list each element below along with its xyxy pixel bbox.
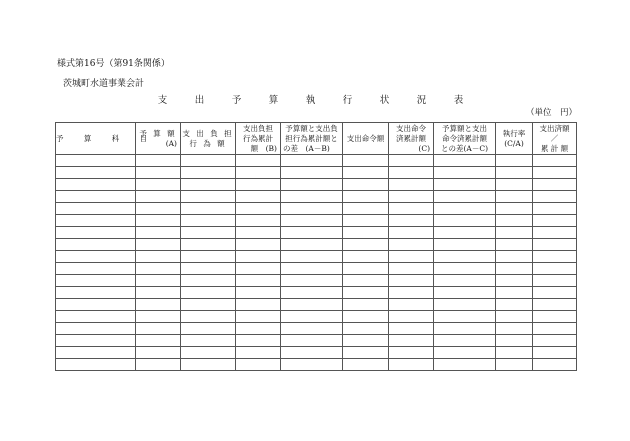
table-cell[interactable] [181,179,236,191]
table-cell[interactable] [236,215,281,227]
header-sub: (A) [165,138,177,148]
table-row [56,179,577,191]
table-cell[interactable] [533,179,577,191]
table-cell[interactable] [496,287,533,299]
table-cell[interactable] [434,167,496,179]
table-cell[interactable] [281,191,343,203]
table-cell[interactable] [496,179,533,191]
table-row [56,167,577,179]
table-cell[interactable] [136,335,181,347]
table-cell[interactable] [343,359,389,371]
table-cell[interactable] [181,311,236,323]
table-cell[interactable] [533,323,577,335]
table-cell[interactable] [389,347,434,359]
table-cell[interactable] [56,311,136,323]
table-cell[interactable] [56,275,136,287]
table-cell[interactable] [343,239,389,251]
table-cell[interactable] [281,227,343,239]
table-cell[interactable] [236,359,281,371]
page-title: 支 出 予 算 執 行 状 況 表 [157,95,473,106]
table-cell[interactable] [56,347,136,359]
table-cell[interactable] [533,239,577,251]
table-cell[interactable] [496,347,533,359]
table-cell[interactable] [389,239,434,251]
table-cell[interactable] [496,359,533,371]
header-line: 支出負担 [243,123,273,133]
table-cell[interactable] [136,191,181,203]
table-cell[interactable] [496,191,533,203]
table-cell[interactable] [434,323,496,335]
table-cell[interactable] [281,155,343,167]
table-cell[interactable] [181,203,236,215]
table-cell[interactable] [56,179,136,191]
table-cell[interactable] [56,359,136,371]
table-cell[interactable] [236,203,281,215]
header-line: 行為累計 [243,133,273,143]
header-line: 支 出 負 担 [182,128,234,138]
header-line: 支出済額 [539,123,570,133]
header-sub: 累 計 額 [540,143,569,153]
table-cell[interactable] [533,215,577,227]
header-line: 支出命令 [396,123,426,133]
table-cell[interactable] [236,251,281,263]
table-cell[interactable] [181,263,236,275]
account-name: 茨城町水道事業会計 [63,79,145,89]
table-cell[interactable] [136,287,181,299]
header-sub: の差 (A－B) [283,143,330,153]
table-cell[interactable] [533,275,577,287]
table-cell[interactable] [389,323,434,335]
header-execution-rate [496,123,533,155]
table-cell[interactable] [136,359,181,371]
header-line: 予算額と支出 [442,123,487,133]
table-cell[interactable] [343,275,389,287]
table-cell[interactable] [496,299,533,311]
table-cell[interactable] [136,227,181,239]
header-line: 担行為累計額と [285,133,338,143]
table-cell[interactable] [533,251,577,263]
table-cell[interactable] [343,227,389,239]
table-cell[interactable] [389,335,434,347]
table-cell[interactable] [434,203,496,215]
header-line: 命令済累計額 [442,133,487,143]
table-cell[interactable] [56,323,136,335]
table-cell[interactable] [136,239,181,251]
table-cell[interactable] [389,191,434,203]
table-cell[interactable] [281,167,343,179]
table-cell[interactable] [281,239,343,251]
table-cell[interactable] [434,179,496,191]
table-cell[interactable] [281,347,343,359]
table-cell[interactable] [389,167,434,179]
table-row [56,275,577,287]
table-cell[interactable] [281,179,343,191]
table-cell[interactable] [236,239,281,251]
table-cell[interactable] [434,299,496,311]
table-cell[interactable] [389,203,434,215]
header-sub: との差(A－C) [440,143,488,153]
header-line: 行 為 額 [189,138,227,148]
table-cell[interactable] [389,263,434,275]
table-cell[interactable] [389,275,434,287]
table-cell[interactable] [434,191,496,203]
table-row [56,335,577,347]
table-cell[interactable] [56,167,136,179]
table-row [56,263,577,275]
table-cell[interactable] [434,155,496,167]
table-cell[interactable] [136,323,181,335]
table-cell[interactable] [343,287,389,299]
table-cell[interactable] [236,227,281,239]
table-cell[interactable] [389,287,434,299]
table-cell[interactable] [136,179,181,191]
table-row [56,155,577,167]
table-row [56,251,577,263]
table-cell[interactable] [343,347,389,359]
table-cell[interactable] [236,299,281,311]
table-cell[interactable] [236,287,281,299]
table-cell[interactable] [136,167,181,179]
table-cell[interactable] [343,179,389,191]
table-cell[interactable] [434,311,496,323]
header-sub: (C) [418,143,430,153]
table-cell[interactable] [136,251,181,263]
table-cell[interactable] [56,227,136,239]
header-line: 予 算 額 [139,128,177,138]
table-cell[interactable] [343,215,389,227]
table-cell[interactable] [281,335,343,347]
table-row [56,191,577,203]
table-cell[interactable] [434,335,496,347]
table-cell[interactable] [434,215,496,227]
table-cell[interactable] [389,251,434,263]
table-cell[interactable] [281,263,343,275]
table-cell[interactable] [496,275,533,287]
table-cell[interactable] [533,155,577,167]
table-row [56,359,577,371]
table-body [56,155,577,371]
table-cell[interactable] [56,251,136,263]
table-row [56,215,577,227]
table-cell[interactable] [343,251,389,263]
table-cell[interactable] [236,167,281,179]
table-cell[interactable] [181,167,236,179]
table-cell[interactable] [533,359,577,371]
table-cell[interactable] [533,227,577,239]
unit-label: （単位 円） [526,108,578,118]
table-cell[interactable] [136,215,181,227]
table-cell[interactable] [281,203,343,215]
table-cell[interactable] [533,287,577,299]
header-line: 予 算 科 目 [56,133,157,143]
table-cell[interactable] [281,299,343,311]
table-cell[interactable] [181,251,236,263]
header-payment-order-cumulative [389,123,434,155]
table-cell[interactable] [496,203,533,215]
header-sub: 額 (B) [250,143,277,153]
table-cell[interactable] [496,251,533,263]
table-cell[interactable] [56,263,136,275]
header-line: 予算額と支出負 [285,123,338,133]
table-cell[interactable] [136,203,181,215]
table-cell[interactable] [181,347,236,359]
table-cell[interactable] [236,263,281,275]
table-cell[interactable] [434,239,496,251]
header-line: ／ [550,133,559,143]
table-cell[interactable] [136,311,181,323]
table-cell[interactable] [136,263,181,275]
table-cell[interactable] [56,215,136,227]
table-row [56,239,577,251]
table-cell[interactable] [343,299,389,311]
table-cell[interactable] [181,215,236,227]
header-sub: (C/A) [504,138,524,148]
table-cell[interactable] [533,203,577,215]
table-cell[interactable] [181,239,236,251]
table-cell[interactable] [496,227,533,239]
budget-execution-table [55,122,577,371]
table-cell[interactable] [496,311,533,323]
table-cell[interactable] [56,203,136,215]
table-cell[interactable] [236,155,281,167]
table-row [56,203,577,215]
table-cell[interactable] [236,335,281,347]
table-cell[interactable] [343,167,389,179]
table-cell[interactable] [343,323,389,335]
table-row [56,287,577,299]
table-cell[interactable] [56,335,136,347]
header-budget-payment-diff [434,123,496,155]
table-cell[interactable] [281,359,343,371]
header-commitment-cumulative [236,123,281,155]
table-cell[interactable] [343,191,389,203]
header-payment-order-amount [343,123,389,155]
header-budget-item [56,123,157,155]
table-cell[interactable] [236,347,281,359]
table-cell[interactable] [236,179,281,191]
table-cell[interactable] [533,335,577,347]
table-cell[interactable] [56,287,136,299]
table-cell[interactable] [496,263,533,275]
table-header-row [56,123,577,155]
header-budget-commitment-diff [281,123,343,155]
table-cell[interactable] [389,359,434,371]
table-cell[interactable] [496,167,533,179]
table-cell[interactable] [434,263,496,275]
header-paid-cumulative [533,123,577,155]
table-cell[interactable] [434,347,496,359]
table-cell[interactable] [496,335,533,347]
table-cell[interactable] [236,191,281,203]
header-commitment-amount [181,123,236,155]
table-cell[interactable] [56,299,136,311]
table-cell[interactable] [343,203,389,215]
table-cell[interactable] [496,155,533,167]
table-cell[interactable] [496,323,533,335]
table-cell[interactable] [181,227,236,239]
table-cell[interactable] [389,311,434,323]
table-cell[interactable] [181,155,236,167]
table-cell[interactable] [389,215,434,227]
table-cell[interactable] [281,311,343,323]
table-row [56,299,577,311]
table-cell[interactable] [281,323,343,335]
table-cell[interactable] [389,155,434,167]
table-cell[interactable] [136,155,181,167]
table-cell[interactable] [136,299,181,311]
table-cell[interactable] [281,275,343,287]
table-cell[interactable] [181,335,236,347]
table-cell[interactable] [281,251,343,263]
header-line: 支出命令額 [346,133,385,143]
table-cell[interactable] [281,215,343,227]
table-cell[interactable] [533,191,577,203]
form-number: 様式第16号（第91条関係） [57,59,170,69]
table-cell[interactable] [181,323,236,335]
table-cell[interactable] [136,275,181,287]
table-cell[interactable] [434,275,496,287]
table-cell[interactable] [496,215,533,227]
table-cell[interactable] [56,155,136,167]
table-cell[interactable] [434,359,496,371]
table-cell[interactable] [389,227,434,239]
table-row [56,323,577,335]
table-row [56,347,577,359]
table-cell[interactable] [181,275,236,287]
table-cell[interactable] [136,347,181,359]
table-cell[interactable] [181,287,236,299]
table-cell[interactable] [533,299,577,311]
header-line: 執行率 [502,128,526,138]
table-row [56,311,577,323]
table-cell[interactable] [434,287,496,299]
table-cell[interactable] [236,275,281,287]
table-cell[interactable] [389,299,434,311]
table-row [56,227,577,239]
table-cell[interactable] [533,263,577,275]
table-cell[interactable] [533,167,577,179]
table-cell[interactable] [343,155,389,167]
table-cell[interactable] [281,287,343,299]
table-cell[interactable] [236,311,281,323]
header-line: 済累計額 [396,133,426,143]
table-cell[interactable] [343,263,389,275]
table-cell[interactable] [434,251,496,263]
table-cell[interactable] [181,359,236,371]
table-cell[interactable] [533,311,577,323]
table-cell[interactable] [56,239,136,251]
table-cell[interactable] [343,335,389,347]
table-cell[interactable] [343,311,389,323]
table-cell[interactable] [236,323,281,335]
table-cell[interactable] [389,179,434,191]
table-cell[interactable] [533,347,577,359]
table-cell[interactable] [434,227,496,239]
table-cell[interactable] [496,239,533,251]
table-cell[interactable] [181,191,236,203]
table-cell[interactable] [56,191,136,203]
table-cell[interactable] [181,299,236,311]
